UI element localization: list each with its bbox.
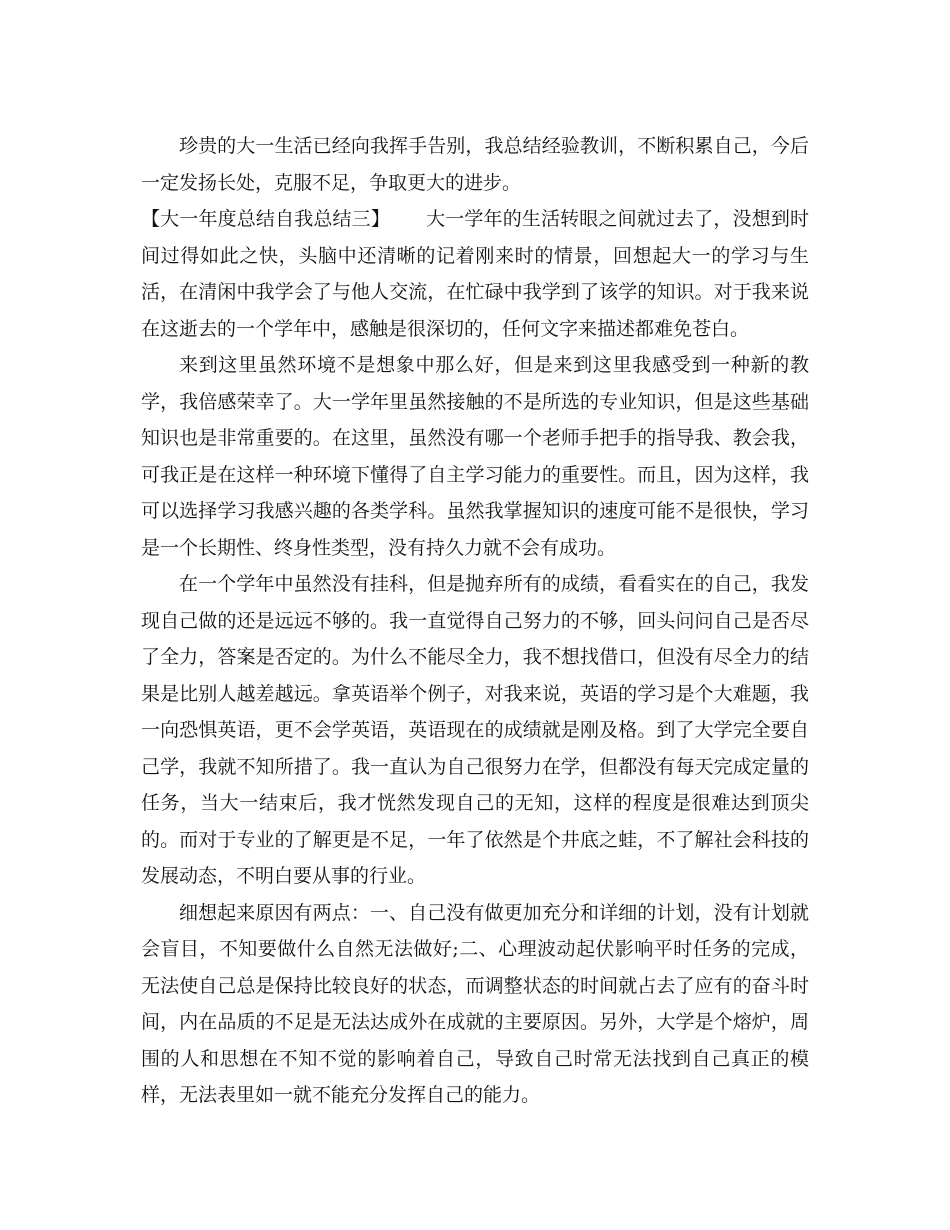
paragraph-text: 细想起来原因有两点：一、自己没有做更加充分和详细的计划，没有计划就会盲目，不知要做什么自然无法做好;二、心理波动起伏影响平时任务的完成，无法使自己总是保持比较良好的状态，而调整状态的时间就占去了应有的奋斗时间，内在品质的不足是无法达成外在成就的主要原因。另外，大学是个熔炉，周围的人和思想在不知不觉的影响着自己，导致自己时常无法找到自己真正的模样，无法表里如一就不能充分发挥自己的能力。 [141, 901, 809, 1106]
paragraph-text: 珍贵的大一生活已经向我挥手告别，我总结经验教训，不断积累自己，今后一定发扬长处，克服不足，争取更大的进步。 [141, 135, 809, 194]
paragraph-text: 在一个学年中虽然没有挂科，但是抛弃所有的成绩，看看实在的自己，我发现自己做的还是远远不够的。我一直觉得自己努力的不够，回头问问自己是否尽了全力，答案是否定的。为什么不能尽全力，我不想找借口，但没有尽全力的结果是比别人越差越远。拿英语举个例子，对我来说，英语的学习是个大难题，我一向恐惧英语，更不会学英语，英语现在的成绩就是刚及格。到了大学完全要自己学，我就不知所措了。我一直认为自己很努力在学，但都没有每天完成定量的任务，当大一结束后，我才恍然发现自己的无知，这样的程度是很难达到顶尖的。而对于专业的了解更是不足，一年了依然是个井底之蛙，不了解社会科技的发展动态，不明白要从事的行业。 [141, 573, 809, 887]
paragraph-text: 大一学年的生活转眼之间就过去了，没想到时间过得如此之快，头脑中还清晰的记着刚来时的情景，回想起大一的学习与生活，在清闲中我学会了与他人交流，在忙碌中我学到了该学的知识。对于我来说在这逝去的一个学年中，感触是很深切的，任何文字来描述都难免苍白。 [141, 208, 809, 340]
paragraph-section-three [141, 201, 809, 347]
paragraph-environment [141, 347, 809, 566]
paragraph-reflection [141, 566, 809, 895]
paragraph-text: 来到这里虽然环境不是想象中那么好，但是来到这里我感受到一种新的教学，我倍感荣幸了。大一学年里虽然接触的不是所选的专业知识，但是这些基础知识也是非常重要的。在这里，虽然没有哪一个老师手把手的指导我、教会我，可我正是在这样一种环境下懂得了自主学习能力的重要性。而且，因为这样，我可以选择学习我感兴趣的各类学科。虽然我掌握知识的速度可能不是很快，学习是一个长期性、终身性类型，没有持久力就不会有成功。 [141, 354, 809, 559]
document-page [141, 128, 809, 1114]
paragraph-closing-summary [141, 128, 809, 201]
section-heading: 【大一年度总结自我总结三】 [141, 208, 390, 230]
paragraph-reasons [141, 895, 809, 1114]
